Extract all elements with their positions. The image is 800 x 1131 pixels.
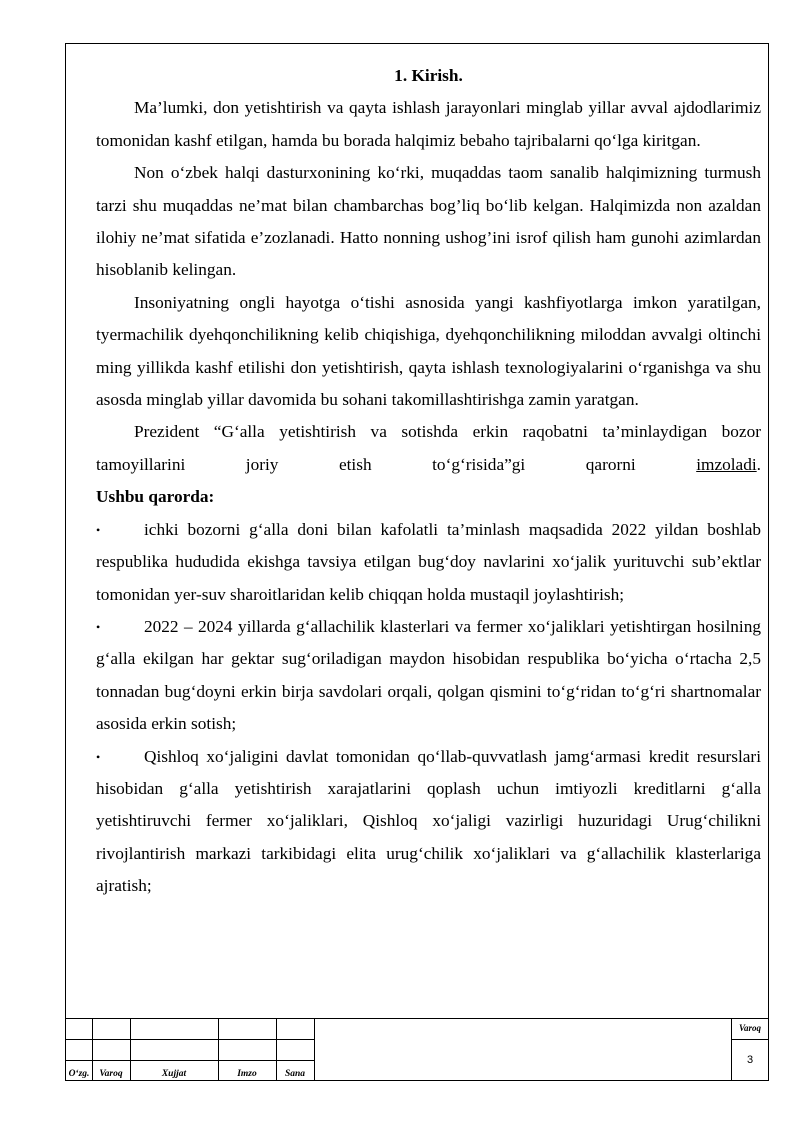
decree-text: Prezident “G‘alla yetishtirish va sotishda erkin raqobatni ta’minlaydigan bozor tamoyillarini joriy etish to‘g‘risida”gi qarorni: [96, 422, 761, 474]
bullet-item: [96, 514, 761, 611]
bullet-item: [96, 741, 761, 903]
document-page: [65, 43, 769, 1081]
paragraph: Ma’lumki, don yetishtirish va qayta ishlash jarayonlari minglab yillar avval ajdodlarimiz tomonidan kashf etilgan, hamda bu borada halqimiz bebaho tajribalarni qo‘lga kiritgan.: [96, 98, 761, 150]
label-xujjat: Xujjat: [161, 1069, 187, 1079]
grid-line: [732, 1039, 768, 1040]
sheet-number-box: [731, 1019, 768, 1081]
subheading: Ushbu qarorda:: [96, 487, 215, 507]
label-imzo: Imzo: [237, 1069, 257, 1079]
title-block-grid: [66, 1019, 314, 1081]
decree-underlined-word: imzoladi: [696, 454, 757, 474]
decree-paragraph: [96, 416, 761, 481]
label-varoq: Varoq: [99, 1069, 123, 1079]
bullet-icon: •: [96, 522, 101, 537]
paragraph: Insoniyatning ongli hayotga o‘tishi asnosida yangi kashfiyotlarga imkon yaratilgan, tyermachilik dyehqonchilikning kelib chiqishiga, dyehqonchilikning miloddan avvalgi oltinchi ming yillikda kashf etilishi don yetishtirish, qayta ishlash texnologiyalarini o‘rganishga va shu asosda minglab yillar davomida bu sohani takomillashtirishga zamin yaratgan.: [96, 292, 761, 410]
document-body: [96, 60, 761, 903]
section-heading: 1. Kirish.: [394, 66, 463, 85]
label-ozg: O‘zg.: [68, 1069, 90, 1079]
bullet-icon: •: [96, 749, 101, 764]
grid-line: [314, 1019, 315, 1081]
bullet-text: 2022 – 2024 yillarda g‘allachilik klasterlari va fermer xo‘jaliklari yetishtirgan hosilning g‘alla ekilgan har gektar sug‘oriladigan maydon hisobidan respublika bo‘yicha o‘rtacha 2,5 tonnadan bug‘doyni erkin birja savdolari orqali, qolgan qismini to‘g‘ridan to‘g‘ri shartnomalar asosida erkin sotish;: [96, 616, 761, 734]
page-number: 3: [746, 1054, 754, 1066]
title-block: [66, 1018, 768, 1081]
bullet-text: Qishloq xo‘jaligini davlat tomonidan qo‘llab-quvvatlash jamg‘armasi kredit resurslari hisobidan g‘alla yetishtirish xarajatlarini qoplash uchun imtiyozli kreditlarni g‘alla yetishtiruvchi fermer xo‘jaliklari, Qishloq xo‘jaligi vazirligi huzuridagi Urug‘chilikni rivojlantirish markazi tarkibidagi elita urug‘chilik xo‘jaliklari va g‘allachilik klasterlariga ajratish;: [96, 746, 761, 896]
decree-end: .: [756, 454, 761, 474]
bullet-item: [96, 611, 761, 741]
sheet-label: Varoq: [738, 1023, 761, 1033]
bullet-icon: •: [96, 619, 101, 634]
bullet-text: ichki bozorni g‘alla doni bilan kafolatli ta’minlash maqsadida 2022 yildan boshlab respublika hududida ekishga tavsiya etilgan bug‘doy navlarini xo‘jalik yurituvchi sub’ektlar tomonidan yer-suv sharoitlaridan kelib chiqqan holda mustaqil joylashtirish;: [96, 519, 761, 604]
label-sana: Sana: [284, 1069, 306, 1079]
paragraph: Non o‘zbek halqi dasturxonining ko‘rki, muqaddas taom sanalib halqimizning turmush tarzi shu muqaddas ne’mat bilan chambarchas bog’liq bo‘lib kelgan. Halqimizda non azaldan ilohiy ne’mat sifatida e’zozlanadi. Hatto nonning ushog’ini isrof qilish ham gunohi azimlardan hisoblanib kelingan.: [96, 163, 761, 280]
